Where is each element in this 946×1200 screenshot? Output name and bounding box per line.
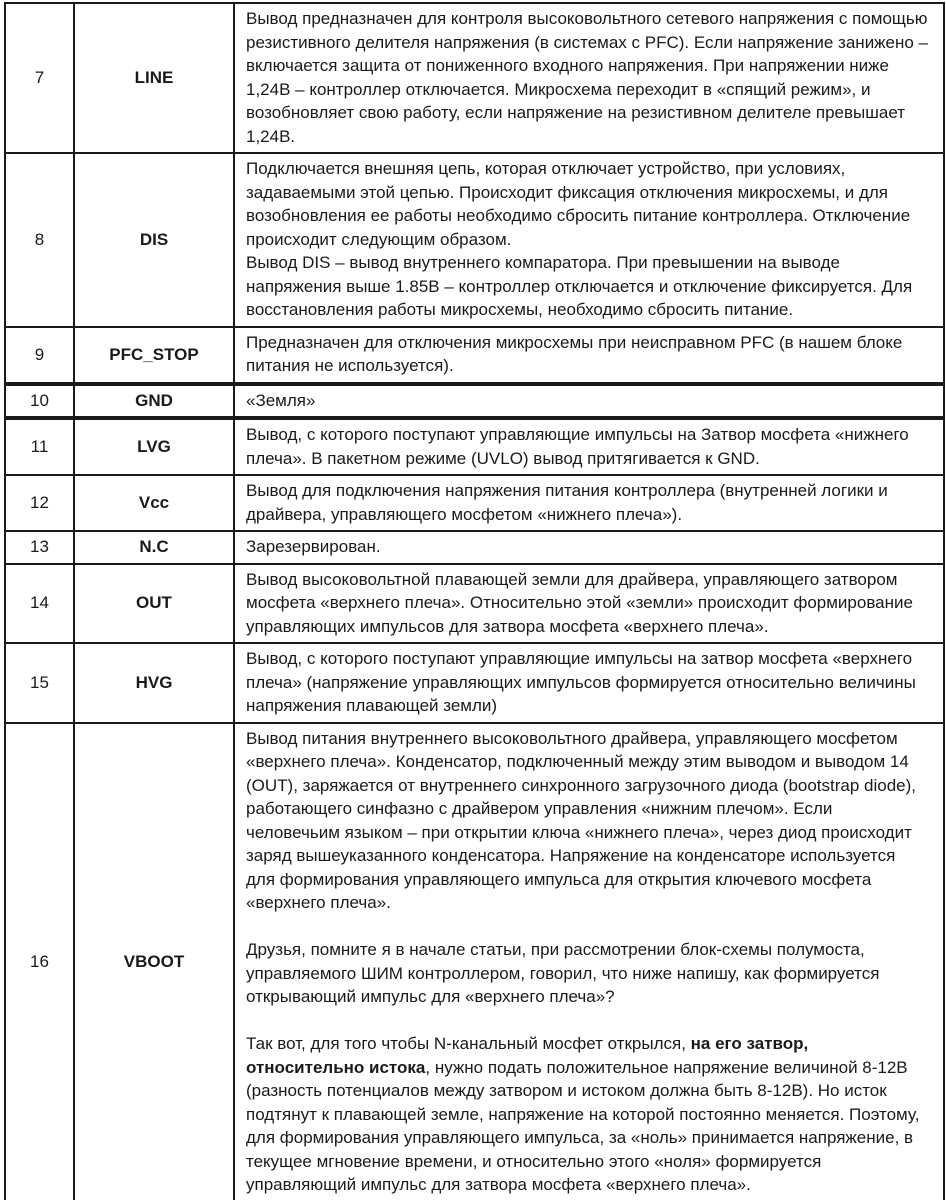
description-paragraph bbox=[246, 568, 929, 639]
description-text: Предназначен для отключения микросхемы при неисправном PFC (в нашем блоке питания не используется). bbox=[246, 332, 903, 375]
pin-name-cell: Vcc bbox=[74, 475, 234, 531]
pin-description-cell bbox=[234, 643, 944, 723]
pin-description-cell bbox=[234, 3, 944, 153]
pin-name-cell: VBOOT bbox=[74, 723, 234, 1200]
pin-name-cell: PFC_STOP bbox=[74, 327, 234, 384]
table-row bbox=[5, 564, 944, 644]
table-row bbox=[5, 418, 944, 475]
description-text: Вывод для подключения напряжения питания контроллера (внутренней логики и драйвера, управляющего мосфетом «нижнего плеча»). bbox=[246, 481, 888, 524]
pin-number-cell: 12 bbox=[5, 475, 74, 531]
table-row bbox=[5, 475, 944, 531]
pin-name-cell: GND bbox=[74, 384, 234, 419]
description-text: Так вот, для того чтобы N-канальный мосфет открылся, bbox=[246, 1034, 691, 1053]
pin-number-cell: 7 bbox=[5, 3, 74, 153]
pin-number-cell: 8 bbox=[5, 153, 74, 327]
description-text: Вывод питания внутреннего высоковольтного драйвера, управляющего мосфетом «верхнего плеча». Конденсатор, подключенный между этим выводом и выводом 14 (OUT), заряжается от внутреннего синхронного загрузочного диода (bootstrap diode), работающего синфазно с драйвером управления «нижним плечом». Если человечьим языком – при открытии ключа «нижнего плеча», через диод происходит заряд вышеуказанного конденсатора. Напряжение на конденсаторе используется для формирования управляющего импульса для открытия ключевого мосфета «верхнего плеча». bbox=[246, 728, 917, 912]
pin-description-cell bbox=[234, 384, 944, 419]
pin-description-cell bbox=[234, 564, 944, 644]
table-row bbox=[5, 531, 944, 564]
description-paragraph bbox=[246, 647, 929, 718]
pin-description-cell bbox=[234, 475, 944, 531]
table-row bbox=[5, 3, 944, 153]
description-paragraph bbox=[246, 535, 929, 559]
blank-line bbox=[246, 915, 929, 939]
pin-description-cell bbox=[234, 418, 944, 475]
pin-name-cell: DIS bbox=[74, 153, 234, 327]
description-paragraph bbox=[246, 938, 929, 1009]
pin-number-cell: 9 bbox=[5, 327, 74, 384]
pin-name-cell: N.C bbox=[74, 531, 234, 564]
description-paragraph bbox=[246, 157, 929, 251]
pin-name-cell: HVG bbox=[74, 643, 234, 723]
pin-number-cell: 13 bbox=[5, 531, 74, 564]
table-row bbox=[5, 384, 944, 419]
pin-name-cell: OUT bbox=[74, 564, 234, 644]
pin-number-cell: 15 bbox=[5, 643, 74, 723]
pin-description-cell bbox=[234, 153, 944, 327]
description-text: Подключается внешняя цепь, которая отключает устройство, при условиях, задаваемыми этой цепью. Происходит фиксация отключения микросхемы, и для возобновления ее работы необходимо сбросить питание контроллера. Отключение происходит следующим образом. bbox=[246, 159, 911, 249]
description-paragraph bbox=[246, 251, 929, 322]
description-text: Друзья, помните я в начале статьи, при рассмотрении блок-схемы полумоста, управляемого ШИМ контроллером, говорил, что ниже напишу, как формируется открывающий импульс для «верхнего плеча»? bbox=[246, 940, 880, 1006]
table-row bbox=[5, 153, 944, 327]
table-row bbox=[5, 723, 944, 1200]
table-row bbox=[5, 643, 944, 723]
pin-number-cell: 10 bbox=[5, 384, 74, 419]
pin-function-table bbox=[4, 2, 945, 1200]
description-paragraph bbox=[246, 389, 929, 413]
description-text: , нужно подать положительное напряжение величиной 8-12В (разность потенциалов между затвором и истоком должна быть 8-12В). Но исток подтянут к плавающей земле, напряжение на которой постоянно меняется. Поэтому, для формирования управляющего импульса, за «ноль» принимается напряжение, в текущее мгновение времени, и относительно этого «ноля» формируется управляющий импульс для затвора мосфета «верхнего плеча». bbox=[246, 1057, 920, 1194]
pin-description-cell bbox=[234, 327, 944, 384]
description-paragraph bbox=[246, 727, 929, 915]
description-bold-text: на его затвор, относительно истока bbox=[246, 1034, 809, 1077]
description-paragraph bbox=[246, 423, 929, 470]
description-paragraph bbox=[246, 479, 929, 526]
description-paragraph bbox=[246, 331, 929, 378]
description-text: Вывод, с которого поступают управляющие импульсы на затвор мосфета «верхнего плеча» (напряжение управляющих импульсов формируется относительно величины напряжения плавающей земли) bbox=[246, 649, 916, 715]
pin-number-cell: 14 bbox=[5, 564, 74, 644]
description-text: «Земля» bbox=[246, 390, 316, 410]
pin-number-cell: 11 bbox=[5, 418, 74, 475]
pin-description-cell bbox=[234, 723, 944, 1200]
pin-table-body bbox=[5, 3, 944, 1200]
pin-name-cell: LVG bbox=[74, 418, 234, 475]
description-text: Вывод высоковольтной плавающей земли для драйвера, управляющего затвором мосфета «верхнего плеча». Относительно этой «земли» происходит формирование управляющих импульсов для затвора мосфета «верхнего плеча». bbox=[246, 569, 913, 636]
description-text: Вывод, с которого поступают управляющие импульсы на Затвор мосфета «нижнего плеча». В пакетном режиме (UVLO) вывод притягивается к GND. bbox=[246, 425, 909, 468]
pin-name-cell: LINE bbox=[74, 3, 234, 153]
blank-line bbox=[246, 1009, 929, 1033]
description-text: Вывод DIS – вывод внутреннего компаратора. При превышении на выводе напряжения выше 1.85В – контроллер отключается и отключение фиксируется. Для восстановления работы микросхемы, необходимо сбросить питание. bbox=[246, 253, 913, 319]
description-paragraph bbox=[246, 1032, 929, 1197]
description-text: Вывод предназначен для контроля высоковольтного сетевого напряжения с помощью резистивного делителя напряжения (в системах с PFC). Если напряжение занижено – включается защита от пониженного входного напряжения. При напряжении ниже 1,24В – контроллер отключается. Микросхема переходит в «спящий режим», и возобновляет свою работу, если напряжение на резистивном делителе превышает 1,24В. bbox=[246, 9, 929, 146]
pin-number-cell: 16 bbox=[5, 723, 74, 1200]
pin-description-cell bbox=[234, 531, 944, 564]
table-row bbox=[5, 327, 944, 384]
description-paragraph bbox=[246, 7, 929, 148]
description-text: Зарезервирован. bbox=[246, 537, 381, 556]
